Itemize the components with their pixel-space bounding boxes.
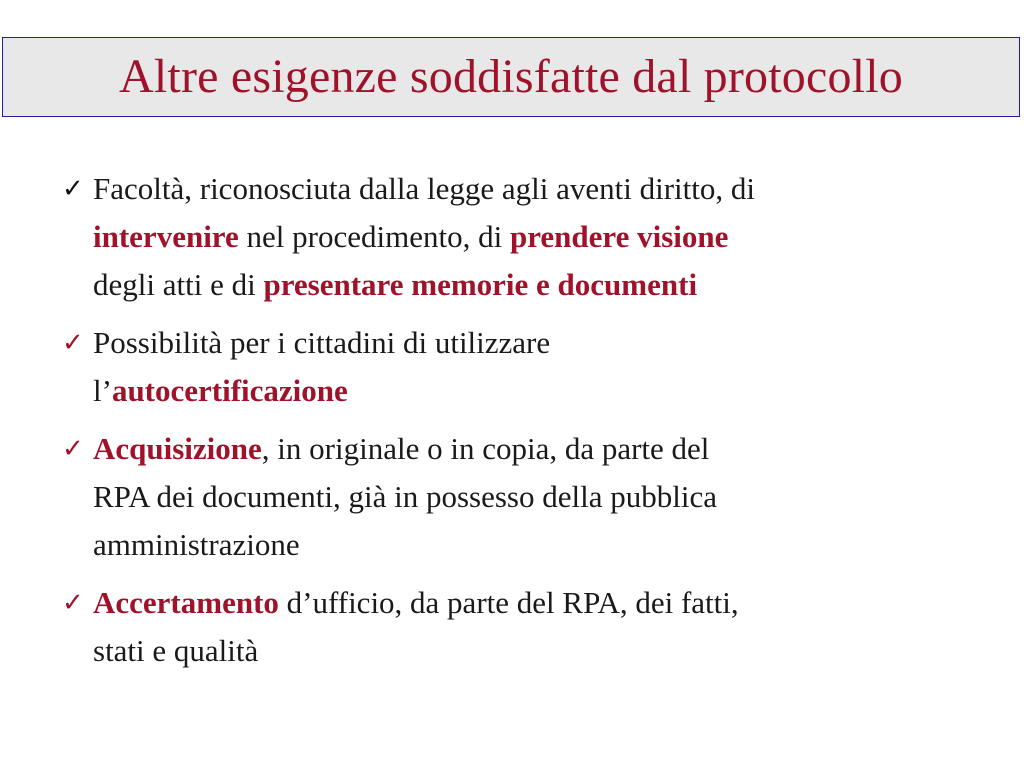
bullet-item-2 [62,319,942,415]
bullet-4-text-b: stati e qualità [93,633,259,668]
bullet-2-text-b: l’ [93,373,112,408]
bullet-2-highlight-autocertificazione: autocertificazione [111,373,348,408]
check-icon: ✓ [62,434,84,464]
bullet-1-highlight-prendere-visione: prendere visione [509,219,729,254]
bullet-list [62,165,942,685]
check-icon: ✓ [62,174,84,204]
bullet-text-1 [93,165,755,309]
bullet-item-1 [62,165,942,309]
bullet-1-text-b: nel procedimento, di [238,219,510,254]
bullet-text-4 [93,579,739,675]
bullet-text-3 [93,425,717,569]
bullet-3-text-a: , in originale o in copia, da parte del [261,431,710,466]
check-icon: ✓ [62,588,84,618]
bullet-item-4 [62,579,942,675]
bullet-item-3 [62,425,942,569]
bullet-1-highlight-presentare: presentare memorie e documenti [263,267,698,302]
bullet-3-text-c: amministrazione [93,527,300,562]
bullet-3-highlight-acquisizione: Acquisizione [93,431,262,466]
bullet-1-text-c: degli atti e di [93,267,264,302]
check-icon: ✓ [62,328,84,358]
bullet-text-2 [93,319,550,415]
title-box [2,37,1020,117]
bullet-1-text-a: Facoltà, riconosciuta dalla legge agli aventi diritto, di [93,171,755,206]
bullet-4-text-a: d’ufficio, da parte del RPA, dei fatti, [278,585,739,620]
bullet-1-highlight-intervenire: intervenire [93,219,239,254]
bullet-3-text-b: RPA dei documenti, già in possesso della pubblica [93,479,717,514]
bullet-4-highlight-accertamento: Accertamento [93,585,279,620]
bullet-2-text-a: Possibilità per i cittadini di utilizzare [93,325,551,360]
slide-title: Altre esigenze soddisfatte dal protocollo [119,50,903,103]
